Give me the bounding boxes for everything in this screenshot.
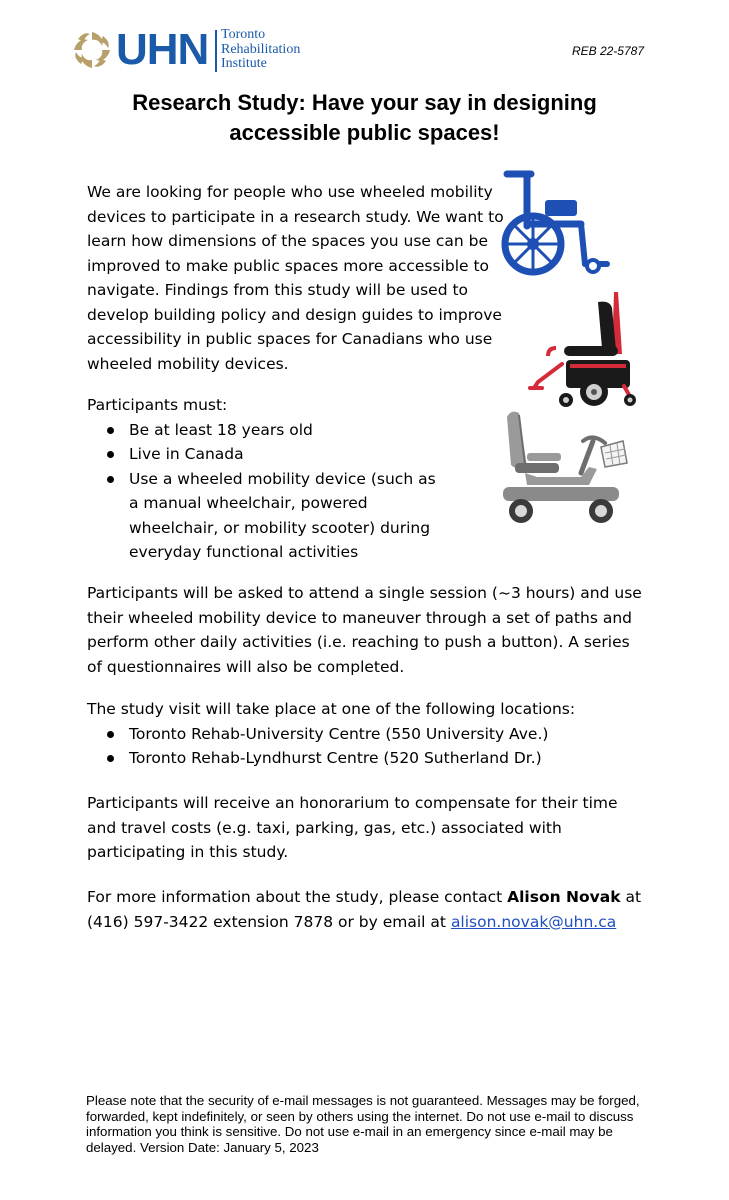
uhn-swirl-icon	[70, 28, 114, 72]
institute-line-3: Institute	[221, 56, 267, 71]
eligibility-section	[87, 393, 487, 565]
locations-section	[87, 697, 647, 771]
institute-line-2: Rehabilitation	[221, 41, 301, 57]
uhn-logo	[70, 26, 320, 74]
title-line-1: Research Study: Have your say in designing	[132, 90, 597, 115]
intro-paragraph: We are looking for people who use wheeled mobility devices to participate in a research study. We want to learn how dimensions of the spaces you use can be improved to make public spaces more accessible to navigate. Findings from this study will be used to develop building policy and design guides to improve accessibility in public spaces for Canadians who use wheeled mobility devices.	[87, 183, 504, 373]
contact-prefix: For more information about the study, please contact	[87, 888, 503, 906]
list-item: Toronto Rehab-University Centre (550 University Ave.)	[87, 722, 647, 747]
contact-email-link[interactable]: alison.novak@uhn.ca	[450, 912, 617, 931]
reb-number: REB 22-5787	[571, 44, 644, 58]
institute-line-1: Toronto	[221, 27, 266, 42]
list-item: Be at least 18 years old	[87, 418, 447, 443]
footer-note: Please note that the security of e-mail messages is not guaranteed. Messages may be forged, forwarded, kept indefinitely, or seen by others using the internet. Do not use e-mail to discuss information you think is sensitive. Do not use e-mail in an emergency since e-mail may be delayed. Version Date: January 5, 2023	[86, 1093, 640, 1155]
page-title	[60, 88, 669, 148]
eligibility-heading: Participants must:	[87, 396, 228, 414]
title-line-2: accessible public spaces!	[229, 120, 500, 145]
list-item: Live in Canada	[87, 442, 447, 467]
eligibility-list	[87, 418, 447, 565]
list-item: Toronto Rehab-Lyndhurst Centre (520 Sutherland Dr.)	[87, 746, 647, 771]
locations-list	[87, 722, 647, 771]
uhn-logo-text: UHN	[116, 25, 209, 74]
honorarium-paragraph: Participants will receive an honorarium to compensate for their time and travel costs (e.g. taxi, parking, gas, etc.) associated with participating in this study.	[87, 794, 618, 861]
logo-divider	[215, 30, 217, 72]
power-wheelchair-icon	[526, 288, 644, 412]
list-item: Use a wheeled mobility device (such as a manual wheelchair, powered wheelchair, or mobility scooter) during everyday functional activities	[87, 467, 447, 565]
session-paragraph: Participants will be asked to attend a single session (~3 hours) and use their wheeled mobility device to maneuver through a set of paths and perform other daily activities (i.e. reaching to push a button). A series of questionnaires will also be completed.	[87, 584, 642, 676]
contact-paragraph	[87, 885, 647, 934]
institute-name	[221, 28, 300, 72]
manual-wheelchair-icon	[497, 168, 617, 280]
locations-heading: The study visit will take place at one of the following locations:	[87, 700, 576, 718]
mobility-scooter-icon	[497, 407, 645, 527]
contact-middle: at (416) 597-3422 extension 7878 or by email at	[87, 888, 642, 931]
contact-name: Alison Novak	[507, 888, 621, 906]
